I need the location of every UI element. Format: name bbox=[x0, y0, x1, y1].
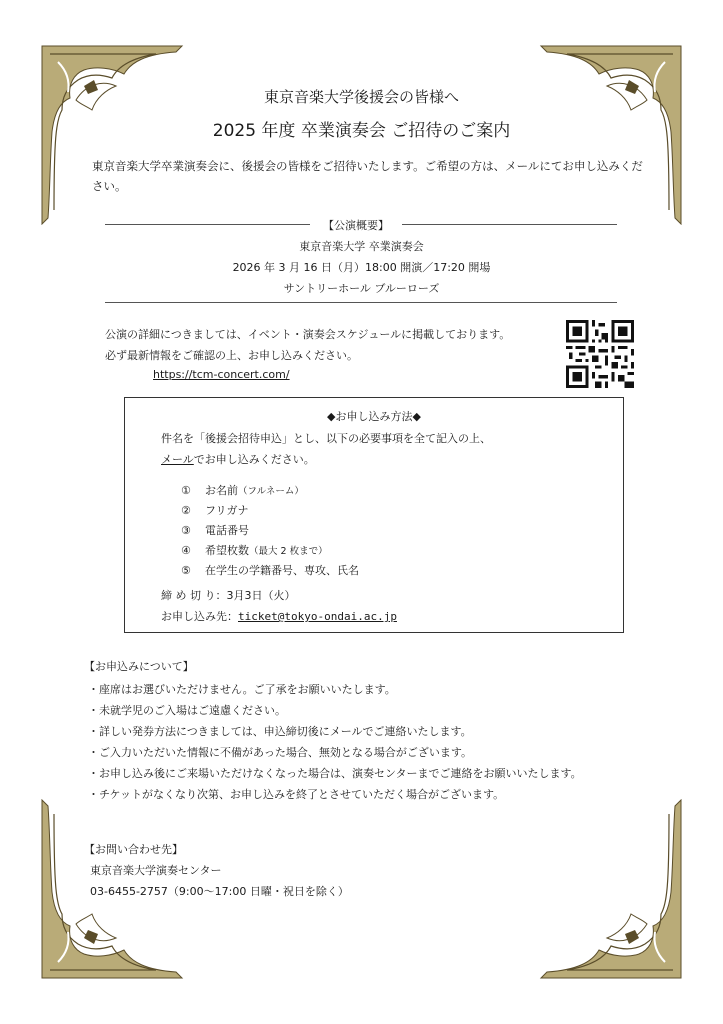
concert-schedule-link[interactable]: https://tcm-concert.com/ bbox=[153, 368, 290, 381]
divider-left bbox=[105, 224, 310, 225]
application-instruction-2-rest: でお申し込みください。 bbox=[193, 453, 315, 466]
contact-email-link[interactable]: ticket@tokyo-ondai.ac.jp bbox=[238, 610, 397, 623]
inquiry-heading: 【お問い合わせ先】 bbox=[84, 843, 183, 856]
note-item: ・座席はお選びいただけません。ご了承をお願いいたします。 bbox=[88, 683, 396, 696]
requirement-number: ① bbox=[181, 484, 191, 497]
page-subtitle: 東京音楽大学後援会の皆様へ bbox=[263, 88, 459, 106]
requirement-text: 電話番号 bbox=[205, 524, 249, 537]
requirement-item bbox=[181, 542, 328, 558]
requirement-note: （フルネーム） bbox=[238, 486, 304, 497]
details-text-2: 必ず最新情報をご確認の上、お申し込みください。 bbox=[105, 349, 358, 362]
application-heading: ◆お申し込み方法◆ bbox=[327, 410, 421, 423]
corner-ornament-bottom-right bbox=[537, 799, 687, 984]
inquiry-phone: 03-6455-2757（9:00～17:00 日曜・祝日を除く） bbox=[90, 885, 349, 898]
application-instruction-2 bbox=[161, 451, 315, 467]
overview-venue: サントリーホール ブルーローズ bbox=[283, 282, 440, 295]
contact-label: お申し込み先： bbox=[161, 610, 238, 623]
requirement-item bbox=[181, 482, 304, 498]
mail-word: メール bbox=[161, 453, 194, 466]
note-item: ・ご入力いただいた情報に不備があった場合、無効となる場合がございます。 bbox=[88, 746, 473, 759]
overview-datetime: 2026 年 3 月 16 日（月）18:00 開演／17:20 開場 bbox=[232, 261, 491, 274]
intro-paragraph: 東京音楽大学卒業演奏会に、後援会の皆様をご招待いたします。ご希望の方は、メールにてお申し込みください。 bbox=[92, 159, 643, 193]
note-item: ・詳しい発券方法につきましては、申込締切後にメールでご連絡いたします。 bbox=[88, 725, 472, 738]
divider-full bbox=[105, 302, 617, 303]
requirement-note: （最大 2 枚まで） bbox=[249, 546, 328, 557]
requirement-number: ⑤ bbox=[181, 564, 191, 577]
requirement-number: ② bbox=[181, 504, 191, 517]
application-instruction-1: 件名を「後援会招待申込」とし、以下の必要事項を全て記入の上、 bbox=[161, 432, 491, 445]
requirement-text: フリガナ bbox=[205, 504, 249, 517]
contact-email-row bbox=[161, 608, 397, 624]
inquiry-name: 東京音楽大学演奏センター bbox=[90, 864, 222, 877]
overview-heading: 【公演概要】 bbox=[323, 219, 389, 232]
requirement-text: 希望枚数 bbox=[205, 544, 249, 557]
qr-code-icon bbox=[566, 320, 634, 388]
details-text-1: 公演の詳細につきましては、イベント・演奏会スケジュールに掲載しております。 bbox=[105, 328, 511, 341]
note-item: ・未就学児のご入場はご遠慮ください。 bbox=[88, 704, 286, 717]
requirement-item bbox=[181, 502, 248, 518]
divider-right bbox=[402, 224, 617, 225]
note-item: ・チケットがなくなり次第、お申し込みを終了とさせていただく場合がございます。 bbox=[88, 788, 505, 801]
page-title: 2025 年度 卒業演奏会 ご招待のご案内 bbox=[212, 121, 511, 141]
overview-event: 東京音楽大学 卒業演奏会 bbox=[299, 240, 424, 253]
deadline: 締 め 切 り：3月3日（火） bbox=[161, 589, 296, 602]
notes-heading: 【お申込みについて】 bbox=[84, 660, 194, 673]
requirement-item bbox=[181, 562, 359, 578]
requirement-item bbox=[181, 522, 249, 538]
requirement-text: 在学生の学籍番号、専攻、氏名 bbox=[205, 564, 359, 577]
requirement-text: お名前 bbox=[205, 484, 238, 497]
requirement-number: ④ bbox=[181, 544, 191, 557]
note-item: ・お申し込み後にご来場いただけなくなった場合は、演奏センターまでご連絡をお願いいたします。 bbox=[88, 767, 582, 780]
requirement-number: ③ bbox=[181, 524, 191, 537]
application-box bbox=[124, 397, 624, 633]
